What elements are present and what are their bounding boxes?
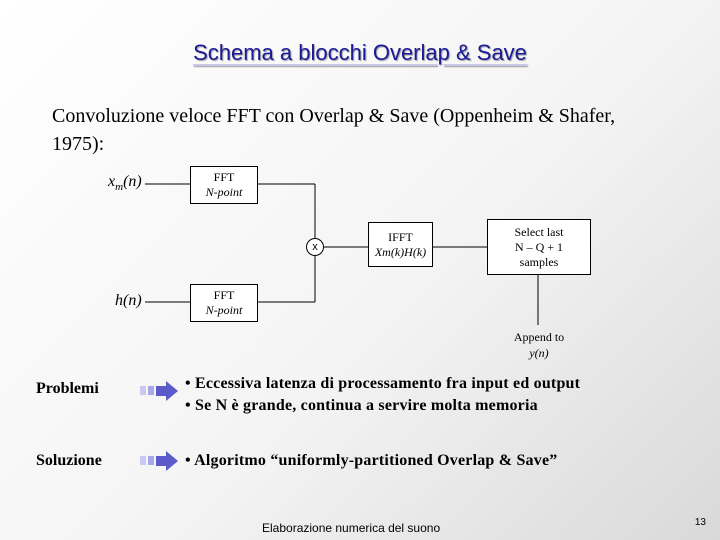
problemi-bullet-2: • Se N è grande, continua a servire molta memoria xyxy=(185,397,538,414)
intro-text: Convoluzione veloce FFT con Overlap & Save (Oppenheim & Shafer, 1975): xyxy=(52,105,616,155)
fft-bottom-block xyxy=(190,284,258,322)
ifft-line1: IFFT xyxy=(388,229,413,244)
select-line3: samples xyxy=(519,254,559,269)
right-arrow-icon xyxy=(140,379,180,403)
select-line1: Select last xyxy=(514,224,564,239)
soluzione-label: Soluzione xyxy=(36,452,102,469)
right-arrow-icon xyxy=(140,449,180,473)
footer-text: Elaborazione numerica del suono xyxy=(262,521,441,535)
multiply-node: x xyxy=(306,238,324,256)
fft-top-block xyxy=(190,166,258,204)
problemi-label: Problemi xyxy=(36,380,99,397)
soluzione-bullet-1: • Algoritmo “uniformly-partitioned Overlap & Save” xyxy=(185,452,558,469)
append-label xyxy=(500,329,578,361)
select-line2: N – Q + 1 xyxy=(514,239,564,254)
select-block xyxy=(487,219,591,275)
fft-top-line2: N-point xyxy=(205,185,243,199)
problemi-bullets xyxy=(185,373,580,417)
problemi-bullet-1: • Eccessiva latenza di processamento fra input ed output xyxy=(185,375,581,392)
slide-title: Schema a blocchi Overlap & Save xyxy=(193,40,527,65)
fft-bottom-line1: FFT xyxy=(213,288,235,302)
append-line1: Append to xyxy=(513,330,565,344)
soluzione-bullets xyxy=(185,450,557,472)
input-h-label: h(n) xyxy=(115,292,142,309)
append-line2: y(n) xyxy=(529,346,549,360)
ifft-line2: Xm(k)H(k) xyxy=(374,244,427,259)
ifft-block xyxy=(368,222,433,267)
input-xm-label: $x_m(n)$ xyxy=(108,173,142,194)
fft-top-line1: FFT xyxy=(213,170,235,184)
fft-bottom-line2: N-point xyxy=(205,303,243,317)
page-number: 13 xyxy=(694,517,706,528)
